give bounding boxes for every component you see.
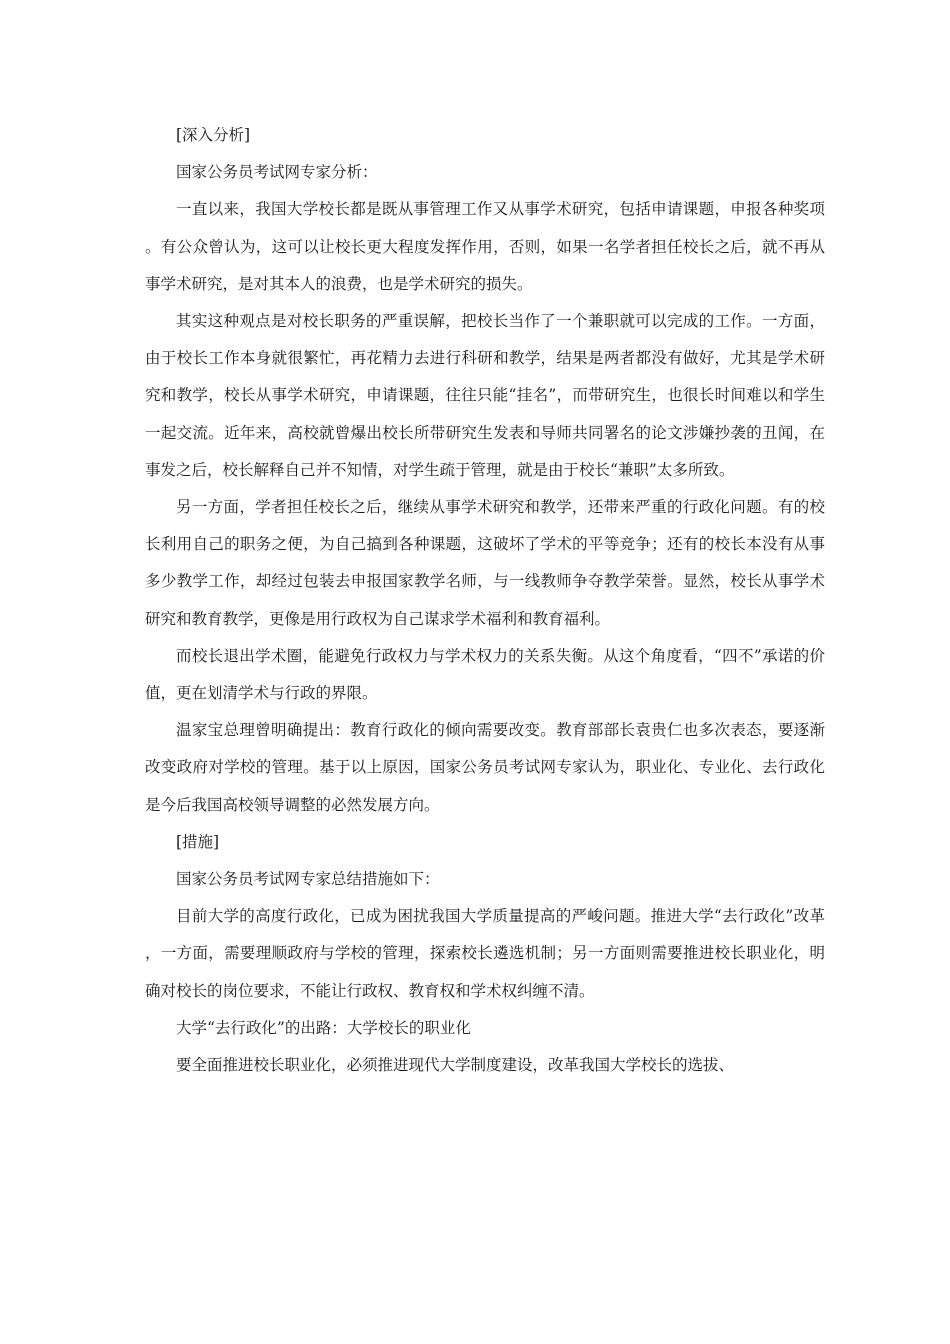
paragraph: 其实这种观点是对校长职务的严重误解，把校长当作了一个兼职就可以完成的工作。一方面，由于校长工作本身就很繁忙，再花精力去进行科研和教学，结果是两者都没有做好，尤其是学术研究和教学，校长从事学术研究，申请课题，往往只能“挂名”，而带研究生，也很长时间难以和学生一起交流。近年来，高校就曾爆出校长所带研究生发表和导师共同署名的论文涉嫌抄袭的丑闻，在事发之后，校长解释自己并不知情，对学生疏于管理，就是由于校长“兼职”太多所致。 [145,312,825,479]
paragraph: 要全面推进校长职业化，必须推进现代大学制度建设，改革我国大学校长的选拔、 [176,1056,735,1075]
section-heading-measures: [措施] [176,832,220,851]
paragraph: 一直以来，我国大学校长都是既从事管理工作又从事学术研究，包括申请课题，申报各种奖项。有公众曾认为，这可以让校长更大程度发挥作用，否则，如果一名学者担任校长之后，就不再从事学术研究，是对其本人的浪费，也是学术研究的损失。 [145,200,825,293]
section-heading-analysis: [深入分析] [176,126,251,144]
paragraph: 而校长退出学术圈，能避免行政权力与学术权力的关系失衡。从这个角度看，“四不”承诺的价值，更在划清学术与行政的界限。 [145,646,825,703]
paragraph: 另一方面，学者担任校长之后，继续从事学术研究和教学，还带来严重的行政化问题。有的校长利用自己的职务之便，为自己搞到各种课题，这破坏了学术的平等竞争；还有的校长本没有从事多少教学工作，却经过包装去申报国家教学名师，与一线教师争夺教学荣誉。显然，校长从事学术研究和教育教学，更像是用行政权为自己谋求学术福利和教育福利。 [145,498,825,628]
subheading: 大学“去行政化”的出路：大学校长的职业化 [176,1018,471,1037]
document-body [145,117,825,1084]
paragraph: 国家公务员考试网专家分析： [176,163,378,182]
paragraph: 国家公务员考试网专家总结措施如下： [176,870,440,889]
paragraph: 目前大学的高度行政化，已成为困扰我国大学质量提高的严峻问题。推进大学“去行政化”改革，一方面，需要理顺政府与学校的管理，探索校长遴选机制；另一方面则需要推进校长职业化，明确对校长的岗位要求，不能让行政权、教育权和学术权纠缠不清。 [145,907,825,1000]
paragraph: 温家宝总理曾明确提出：教育行政化的倾向需要改变。教育部部长袁贵仁也多次表态，要逐渐改变政府对学校的管理。基于以上原因，国家公务员考试网专家认为，职业化、专业化、去行政化是今后我国高校领导调整的必然发展方向。 [145,721,825,814]
